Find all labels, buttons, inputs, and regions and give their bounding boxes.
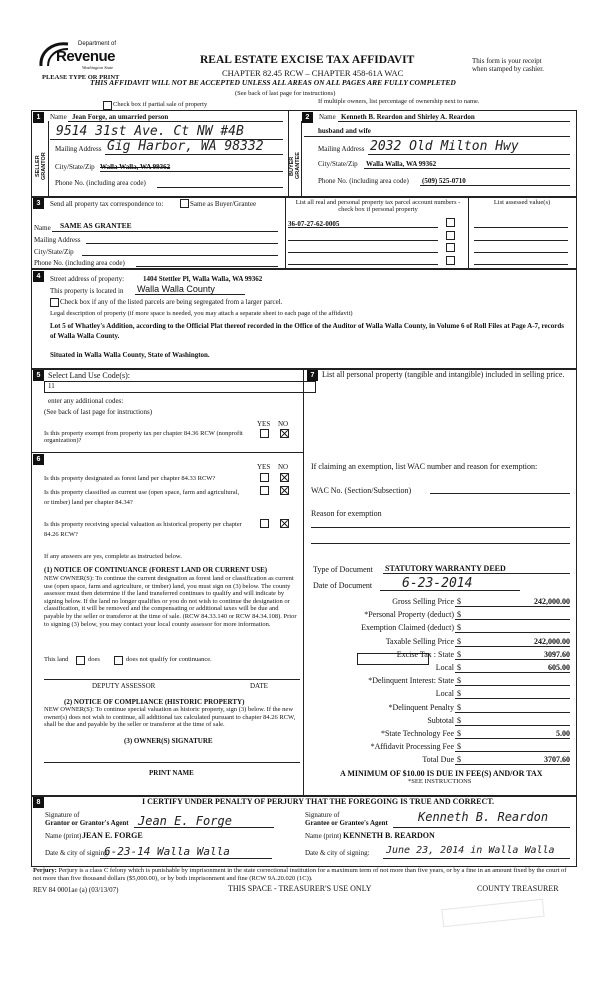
seller-city-label: City/State/Zip (55, 163, 95, 171)
tax-row-underline (455, 698, 570, 699)
same-as-buyer-label: Same as Buyer/Grantee (190, 200, 257, 208)
tax-row-label: *Delinquent Interest: State (368, 676, 454, 686)
doc-type-label: Type of Document (313, 565, 373, 574)
tax-row-value[interactable]: 5.00 (556, 729, 570, 738)
exempt-question: Is this property exempt from property tax per chapter 84.36 RCW (nonprofit organization)? (44, 430, 243, 444)
buyer-name-value: Kenneth B. Reardon and Shirley A. Reardon (341, 113, 475, 121)
seller-phone-label: Phone No. (including area code) (55, 179, 146, 187)
parcel-heading: List all real and personal property tax parcel account numbers - check box if personal property (295, 199, 461, 213)
grantor-date-city-label: Date & city of signing: (45, 849, 110, 857)
tax-row-label: Subtotal (427, 715, 454, 725)
notice1-text: NEW OWNER(S): To continue the current designation as forest land or classification as current use (open space, farm and agriculture, or timber) land, you must sign on (3) below. The county assessor must then determine if the land transferred continues to qualify and will indicate by signing below. If the land no longer qualifies or you do not wish to continue the designation or classification, it will be removed and the compensating or additional taxes will be due and payable by the seller or transferor at the time of sale. (RCW 84.33.140 or RCW 84.34.108). Prior to signing (3) below, you may contact your local county assessor for more information. (44, 575, 297, 628)
current-use-yes-checkbox[interactable] (260, 486, 269, 495)
tax-row-dollar: $ (457, 597, 461, 606)
land-does-label: does (88, 656, 100, 663)
exempt-yes-checkbox[interactable] (260, 429, 269, 438)
situated-text: Situated in Walla Walla County, State of Washington. (50, 351, 210, 359)
tax-row-dollar: $ (457, 663, 461, 672)
forest-question: Is this property designated as forest land per chapter 84.33 RCW? (44, 475, 216, 482)
section-8-marker: 8 (33, 797, 44, 808)
additional-codes-label: enter any additional codes: (48, 397, 124, 405)
tax-row-value[interactable]: 605.00 (548, 663, 570, 672)
receipt-note-1: This form is your receipt (472, 57, 542, 65)
tax-row-value[interactable]: 3707.60 (544, 755, 570, 765)
buyer-name-label: Name (319, 113, 336, 121)
form-chapter: CHAPTER 82.45 RCW – CHAPTER 458-61A WAC (222, 68, 404, 78)
parcel-2-personal-checkbox[interactable] (446, 231, 455, 240)
current-use-question: Is this property classified as current use (open space, farm and agricultural, or timber) land per chapter 84.34? (44, 489, 240, 506)
reason-label: Reason for exemption (311, 509, 382, 518)
grantee-name-print-label: Name (print) (305, 832, 342, 840)
tax-row-label: Exemption Claimed (deduct) (361, 623, 454, 633)
perjury-text: Perjury is a class C felony which is punishable by imprisonment in the state correctional institution for a maximum term of not more than five years, or by a fine in an amount fixed by the court of not more than five thousand dollars ($5,000.00), or by both imprisonment and fine (RCW 9A.20.020 (1C)). (33, 867, 567, 882)
located-label: This property is located in (50, 287, 124, 295)
partial-sale-label: Check box if partial sale of property (113, 101, 208, 108)
tax-row-value[interactable]: 242,000.00 (534, 636, 570, 646)
tax-row-label: Taxable Selling Price (385, 636, 454, 646)
land-use-input[interactable] (44, 381, 316, 393)
partial-sale-checkbox[interactable] (103, 101, 112, 110)
buyer-side-label: BUYER GRANTEE (289, 152, 301, 180)
tax-row-underline (455, 725, 570, 726)
assessed-heading: List assessed value(s) (493, 199, 551, 206)
parcel-1-personal-checkbox[interactable] (446, 218, 455, 227)
parcel-4-personal-checkbox[interactable] (446, 256, 455, 265)
tax-row-dollar: $ (457, 715, 461, 725)
section-5-marker: 5 (33, 370, 44, 381)
tax-row-underline (455, 646, 570, 647)
parcel-3-personal-checkbox[interactable] (446, 243, 455, 252)
seller-city-struck: Walla Walla, WA 99362 (100, 163, 171, 171)
historic-yes-checkbox[interactable] (260, 519, 269, 528)
form-title: REAL ESTATE EXCISE TAX AFFIDAVIT (200, 54, 415, 66)
tax-row-underline (455, 685, 570, 686)
grantee-agent-label: Grantee or Grantee's Agent (305, 819, 388, 827)
warning-line: THIS AFFIDAVIT WILL NOT BE ACCEPTED UNLESS ALL AREAS ON ALL PAGES ARE FULLY COMPLETED (90, 78, 456, 87)
grantee-sig-of: Signature of (305, 811, 340, 819)
tax-row-label: Excise Tax : State (396, 649, 454, 659)
exemption-question: If claiming an exemption, list WAC number and reason for exemption: (311, 462, 538, 471)
s3-phone-label: Phone No. (including area code) (34, 259, 125, 267)
tax-row-dollar: $ (457, 689, 461, 699)
county-treasurer: COUNTY TREASURER (477, 884, 559, 893)
seller-name-label: Name (50, 113, 67, 121)
tax-row-dollar: $ (457, 610, 461, 620)
tax-row-dollar: $ (457, 649, 461, 659)
tax-row-dollar: $ (457, 623, 461, 633)
tax-row-label: *Personal Property (deduct) (364, 610, 454, 620)
land-does-checkbox[interactable] (76, 656, 85, 665)
tax-row-value[interactable]: 242,000.00 (534, 597, 570, 606)
treasurer-use-only: THIS SPACE - TREASURER'S USE ONLY (228, 884, 372, 893)
legal-description-label: Legal description of property (if more space is needed, you may attach a separate sheet to each page of the affidavit) (50, 310, 353, 317)
deputy-date-label: DATE (250, 682, 268, 690)
section-6-marker: 6 (33, 454, 44, 465)
notice2-text: NEW OWNER(S): To continue special valuation as historic property, sign (3) below. If the new owner(s) does not wish to continue, all additional tax calculated pursuant to chapter 84.26 RCW, shall be due and payable by the seller or transferor at the time of sale. (44, 706, 296, 729)
forest-no-checkbox[interactable] (280, 473, 289, 482)
tax-row-underline (455, 619, 570, 620)
street-address-label: Street address of property: (50, 275, 125, 283)
tax-row-underline (455, 764, 570, 765)
tax-row-dollar: $ (457, 702, 461, 712)
historic-no-checkbox[interactable] (280, 519, 289, 528)
tax-row-dollar: $ (457, 755, 461, 765)
doc-date-label: Date of Document (313, 581, 373, 590)
same-as-buyer-checkbox[interactable] (180, 199, 189, 208)
tax-row-label: *Delinquent Penalty (388, 702, 454, 712)
seller-street-value: 9514 31st Ave. Ct NW #4B (56, 124, 244, 139)
grantor-agent-label: Grantor or Grantor's Agent (45, 819, 129, 827)
s6-no-header: NO (278, 463, 289, 471)
see-instructions-note: *SEE INSTRUCTIONS (408, 778, 472, 785)
grantee-signature: Kenneth B. Reardon (418, 810, 549, 824)
tax-row-underline (455, 738, 570, 739)
s3-mailing-label: Mailing Address (34, 236, 81, 244)
send-correspondence-label: Send all property tax correspondence to: (50, 200, 164, 208)
grantee-date-city-label: Date & city of signing: (305, 849, 370, 857)
buyer-mailing-value: 2032 Old Milton Hwy (370, 139, 519, 154)
doc-type-value: STATUTORY WARRANTY DEED (385, 564, 506, 573)
tax-row-value[interactable]: 3097.60 (544, 649, 570, 659)
tax-row-dollar: $ (457, 676, 461, 686)
certify-statement: I CERTIFY UNDER PENALTY OF PERJURY THAT THE FOREGOING IS TRUE AND CORRECT. (142, 797, 495, 806)
land-does-not-label: does not qualify for continuance. (126, 656, 212, 663)
this-land-label: This land (44, 656, 69, 663)
grantor-signature: Jean E. Forge (138, 814, 232, 828)
section-7-marker: 7 (307, 370, 318, 381)
wac-label: WAC No. (Section/Subsection) (311, 486, 412, 495)
notice2-title: (2) NOTICE OF COMPLIANCE (HISTORIC PROPERTY) (64, 698, 245, 706)
grantor-name: JEAN E. FORGE (82, 831, 143, 840)
segregated-checkbox[interactable] (50, 298, 59, 307)
seller-name-value: Jean Forge, an umarried person (72, 113, 169, 121)
perjury-bold: Perjury: (33, 867, 57, 874)
section-3-marker: 3 (33, 198, 44, 209)
print-name-label: PRINT NAME (149, 769, 194, 777)
tax-row-underline (455, 712, 570, 713)
s3-name-label: Name (34, 224, 51, 232)
tax-row-underline (455, 659, 570, 660)
grantee-name: KENNETH B. REARDON (343, 831, 435, 840)
tax-row-dollar: $ (457, 742, 461, 752)
land-use-value: 11 (48, 382, 55, 390)
grantor-name-print-label: Name (print) (45, 832, 82, 840)
doc-date-value: 6-23-2014 (402, 576, 473, 591)
seller-mailing-label: Mailing Address (55, 145, 102, 153)
forest-yes-checkbox[interactable] (260, 473, 269, 482)
tax-row-underline (455, 672, 570, 673)
parcel-number: 36-07-27-62-0005 (288, 220, 340, 228)
personal-property-label: List all personal property (tangible and intangible) included in selling price. (322, 370, 565, 379)
see-back-note: (See back of last page for instructions) (235, 90, 336, 97)
buyer-name-value-2: husband and wife (318, 127, 371, 135)
perjury-note (33, 867, 573, 883)
buyer-phone-value: (509) 525-0710 (422, 177, 466, 185)
buyer-city-value: Walla Walla, WA 99362 (366, 160, 437, 168)
grantor-sig-of: Signature of (45, 811, 80, 819)
deputy-assessor-label: DEPUTY ASSESSOR (92, 682, 156, 690)
tax-row-label: Total Due (422, 755, 454, 765)
street-address-value: 1404 Stettler Pl, Walla Walla, WA 99362 (143, 275, 263, 283)
owners-signature-label: (3) OWNER(S) SIGNATURE (124, 737, 213, 745)
legal-description-text: Lot 5 of Whatley's Addition, according to the Official Plat thereof recorded in the Office of the Auditor of Walla Walla County, in Volume 6 of Roll Files at Page A-7, records of Walla Walla County. (50, 322, 564, 340)
tax-row-dollar: $ (457, 729, 461, 738)
seller-mailing-value: Gig Harbor, WA 98332 (107, 139, 264, 154)
tax-row-label: Gross Selling Price (392, 597, 454, 606)
s5-yes-header: YES (257, 420, 271, 428)
segregated-label: Check box if any of the listed parcels are being segregated from a larger parcel. (60, 298, 283, 306)
cashier-stamp (441, 899, 544, 928)
buyer-phone-label: Phone No. (including area code) (318, 177, 409, 185)
located-value: Walla Walla County (137, 284, 215, 294)
revenue-logo (38, 38, 128, 74)
s5-see-back: (See back of last page for instructions) (44, 408, 153, 416)
s6-yes-header: YES (257, 463, 271, 471)
tax-row-underline (455, 751, 570, 752)
notice1-title: (1) NOTICE OF CONTINUANCE (FOREST LAND OR CURRENT USE) (44, 566, 268, 574)
seller-side-label: SELLER GRANTOR (35, 152, 47, 180)
tax-row-dollar: $ (457, 636, 461, 646)
historic-question: Is this property receiving special valuation as historical property per chapter 84.26 RCW? (44, 521, 242, 538)
form-number: REV 84 0001ae (a) (03/13/07) (33, 886, 119, 894)
please-type: PLEASE TYPE OR PRINT (42, 74, 120, 81)
section-1-marker: 1 (33, 112, 44, 123)
logo-word: Revenue (56, 48, 116, 65)
s3-city-label: City/State/Zip (34, 248, 74, 256)
exempt-no-checkbox[interactable] (280, 429, 289, 438)
tax-row-label: *Affidavit Processing Fee (370, 742, 454, 752)
land-does-not-checkbox[interactable] (114, 656, 123, 665)
land-use-label: Select Land Use Code(s): (48, 371, 130, 380)
multiple-owners-note: If multiple owners, list percentage of ownership next to name. (318, 98, 480, 105)
s5-no-header: NO (278, 420, 289, 428)
dept-label: Department of (78, 41, 117, 47)
current-use-no-checkbox[interactable] (280, 486, 289, 495)
receipt-note-2: when stamped by cashier. (472, 65, 544, 73)
section-2-marker: 2 (302, 112, 313, 123)
tax-row-label: *State Technology Fee (380, 729, 454, 738)
state-label: Washington State (82, 65, 114, 70)
buyer-city-label: City/State/Zip (318, 160, 358, 168)
buyer-mailing-label: Mailing Address (318, 145, 365, 153)
if-any-yes: If any answers are yes, complete as instructed below. (44, 553, 182, 560)
grantee-date-city: June 23, 2014 in Walla Walla (386, 845, 555, 856)
tax-row-underline (455, 606, 570, 607)
grantor-date-city: 6-23-14 Walla Walla (104, 845, 230, 858)
minimum-due-note: A MINIMUM OF $10.00 IS DUE IN FEE(S) AND/OR TAX (340, 769, 543, 778)
s3-name-value: SAME AS GRANTEE (60, 221, 132, 230)
tax-row-label: Local (435, 689, 454, 699)
tax-row-underline (455, 632, 570, 633)
tax-row-label: Local (435, 663, 454, 672)
section-4-marker: 4 (33, 271, 44, 282)
